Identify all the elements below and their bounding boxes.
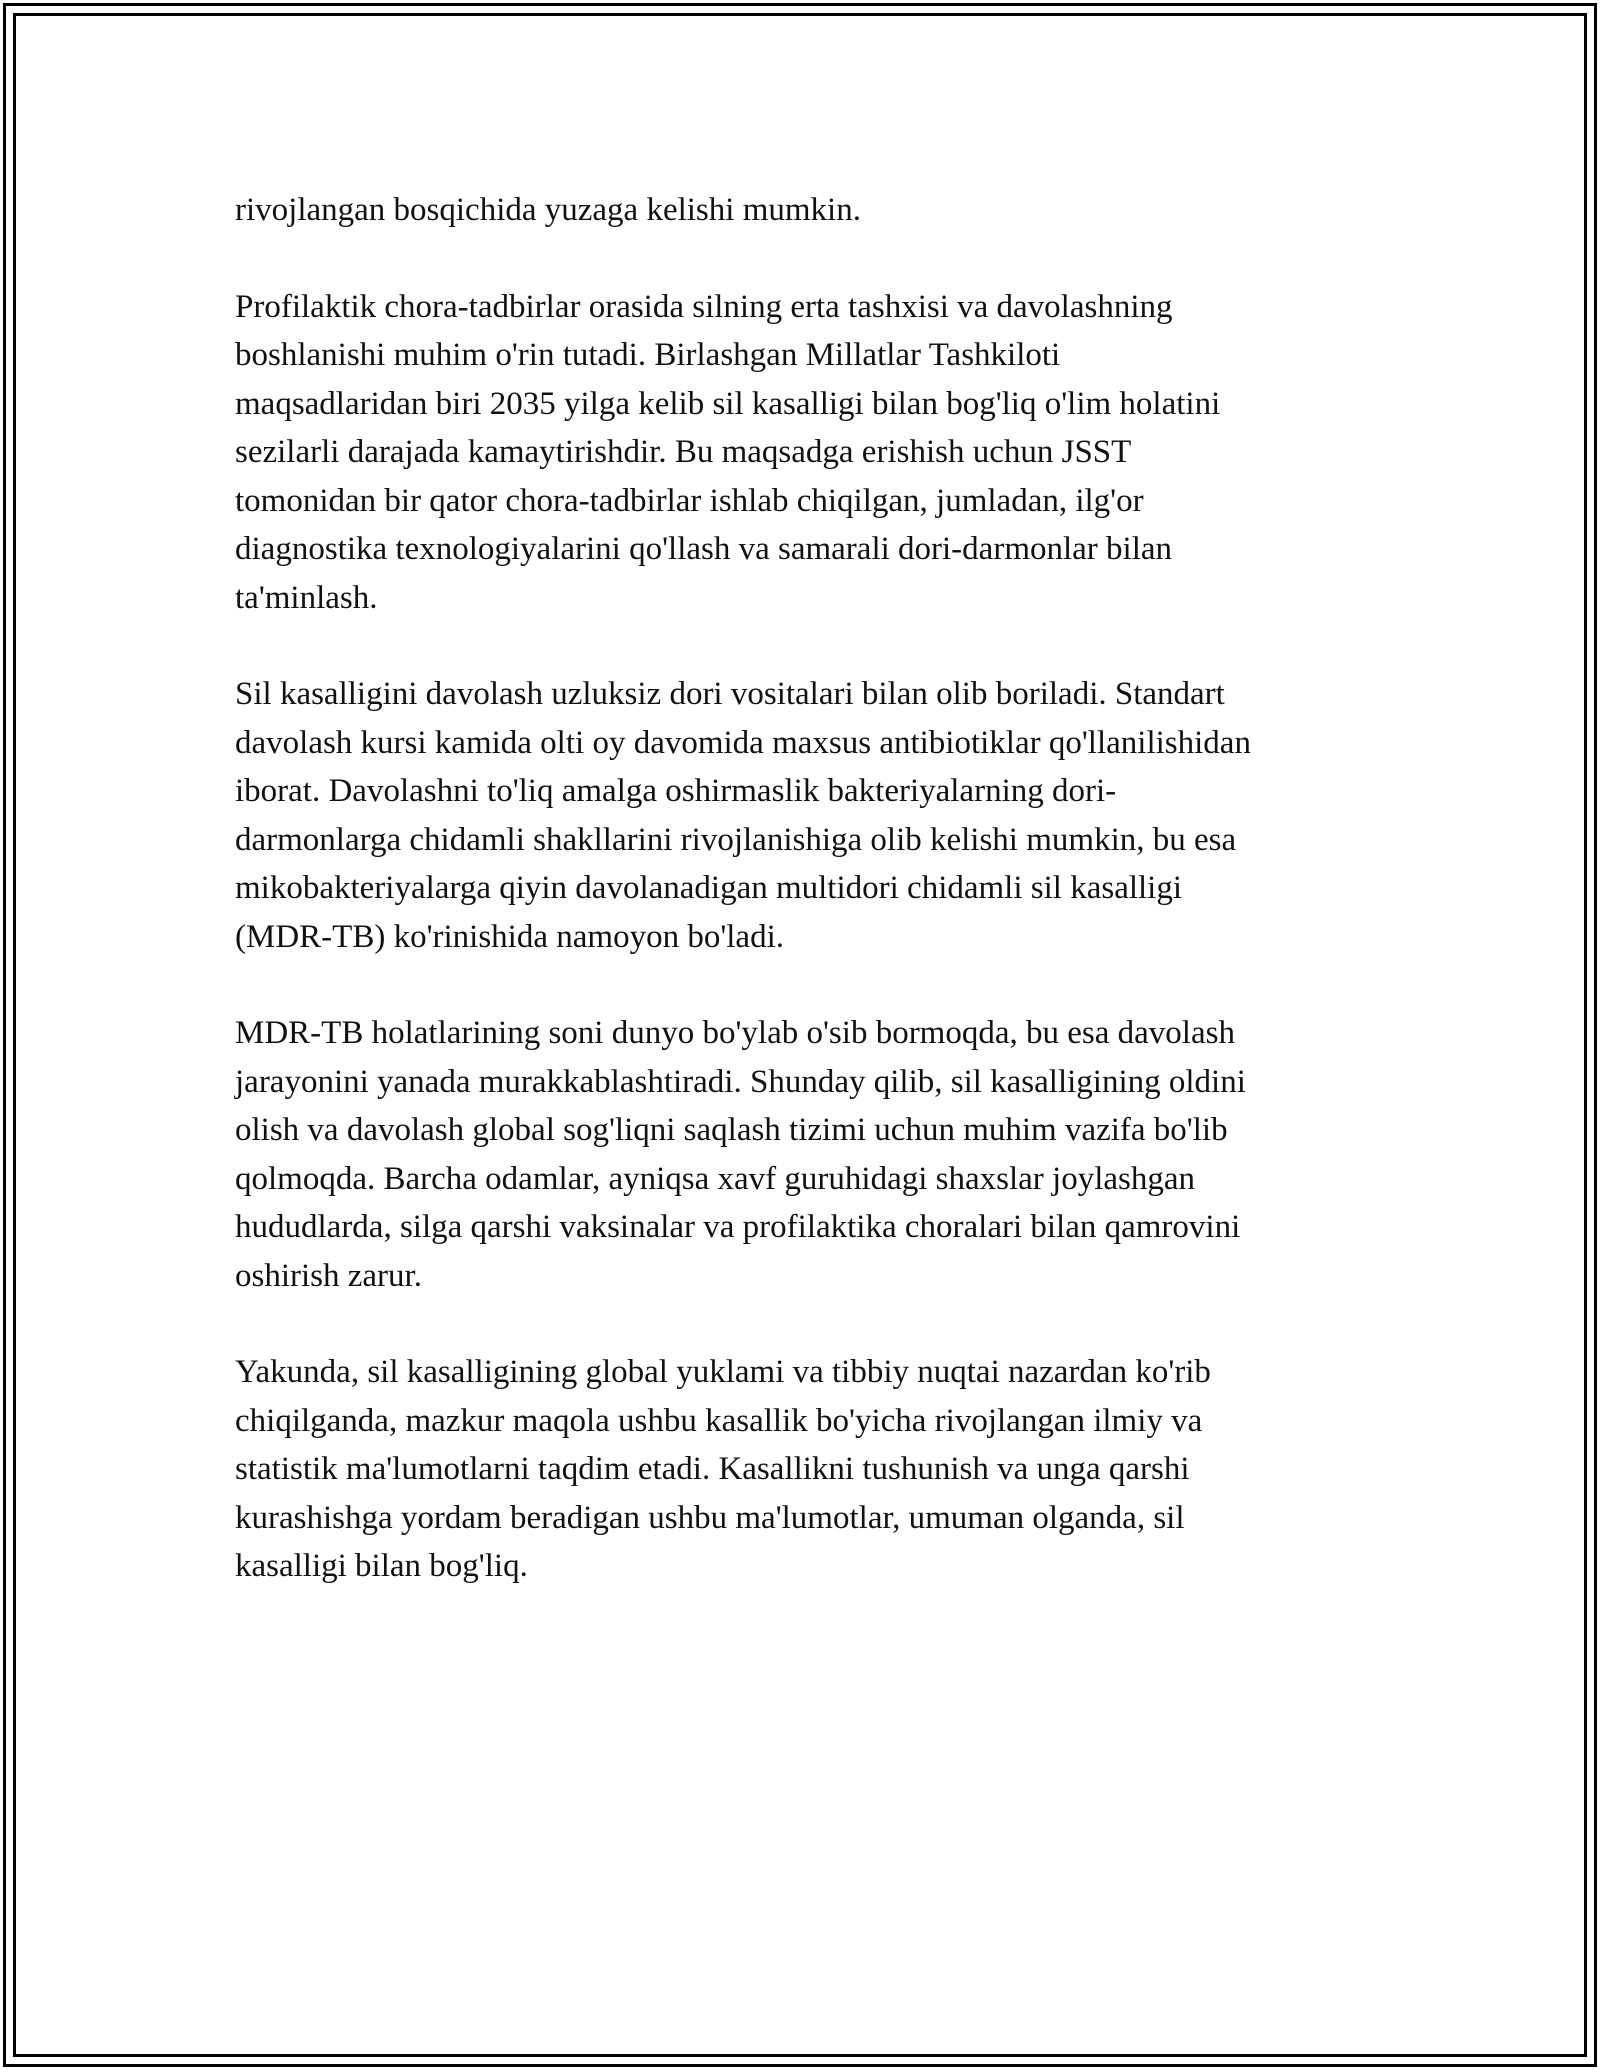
text-line: (MDR-TB) ko'rinishida namoyon bo'ladi. bbox=[235, 918, 784, 955]
text-line: Profilaktik chora-tadbirlar orasida silning erta tashxisi va davolashning bbox=[235, 288, 1173, 325]
text-line: oshirish zarur. bbox=[235, 1257, 422, 1294]
text-line: Sil kasalligini davolash uzluksiz dori vositalari bilan olib boriladi. Standart bbox=[235, 676, 1225, 712]
text-line: ta'minlash. bbox=[235, 579, 378, 616]
text-line: jarayonini yanada murakkablashtiradi. Shunday qilib, sil kasalligining oldini bbox=[235, 1063, 1246, 1100]
text-line: sezilarli darajada kamaytirishdir. Bu maqsadga erishish uchun JSST bbox=[235, 434, 1132, 470]
paragraph-2 bbox=[235, 283, 1375, 623]
document-body bbox=[235, 186, 1375, 1591]
text-line: kurashishga yordam beradigan ushbu ma'lumotlar, umuman olganda, sil bbox=[235, 1499, 1185, 1536]
text-line: olish va davolash global sog'liqni saqlash tizimi uchun muhim vazifa bo'lib bbox=[235, 1112, 1228, 1148]
paragraph-1 bbox=[235, 186, 1375, 235]
text-line: tomonidan bir qator chora-tadbirlar ishlab chiqilgan, jumladan, ilg'or bbox=[235, 482, 1144, 519]
text-line: rivojlangan bosqichida yuzaga kelishi mumkin. bbox=[235, 192, 861, 228]
text-line: boshlanishi muhim o'rin tutadi. Birlashgan Millatlar Tashkiloti bbox=[235, 337, 1061, 373]
text-line: diagnostika texnologiyalarini qo'llash va samarali dori-darmonlar bilan bbox=[235, 531, 1173, 567]
text-line: MDR-TB holatlarining soni dunyo bo'ylab o'sib bormoqda, bu esa davolash bbox=[235, 1015, 1235, 1051]
paragraph-5 bbox=[235, 1348, 1375, 1591]
text-line: Yakunda, sil kasalligining global yuklami va tibbiy nuqtai nazardan ko'rib bbox=[235, 1354, 1211, 1390]
text-line: davolash kursi kamida olti oy davomida maxsus antibiotiklar qo'llanilishidan bbox=[235, 724, 1251, 761]
paragraph-4 bbox=[235, 1009, 1375, 1300]
text-line: iborat. Davolashni to'liq amalga oshirmaslik bakteriyalarning dori- bbox=[235, 773, 1117, 809]
text-line: kasalligi bilan bog'liq. bbox=[235, 1548, 528, 1584]
text-line: chiqilganda, mazkur maqola ushbu kasallik bo'yicha rivojlangan ilmiy va bbox=[235, 1402, 1203, 1439]
text-line: mikobakteriyalarga qiyin davolanadigan multidori chidamli sil kasalligi bbox=[235, 870, 1183, 906]
paragraph-3 bbox=[235, 670, 1375, 961]
text-line: maqsadlaridan biri 2035 yilga kelib sil kasalligi bilan bog'liq o'lim holatini bbox=[235, 385, 1221, 422]
text-line: statistik ma'lumotlarni taqdim etadi. Kasallikni tushunish va unga qarshi bbox=[235, 1451, 1190, 1487]
text-line: darmonlarga chidamli shakllarini rivojlanishiga olib kelishi mumkin, bu esa bbox=[235, 821, 1237, 858]
text-line: hududlarda, silga qarshi vaksinalar va profilaktika choralari bilan qamrovini bbox=[235, 1209, 1241, 1245]
text-line: qolmoqda. Barcha odamlar, ayniqsa xavf guruhidagi shaxslar joylashgan bbox=[235, 1160, 1195, 1197]
